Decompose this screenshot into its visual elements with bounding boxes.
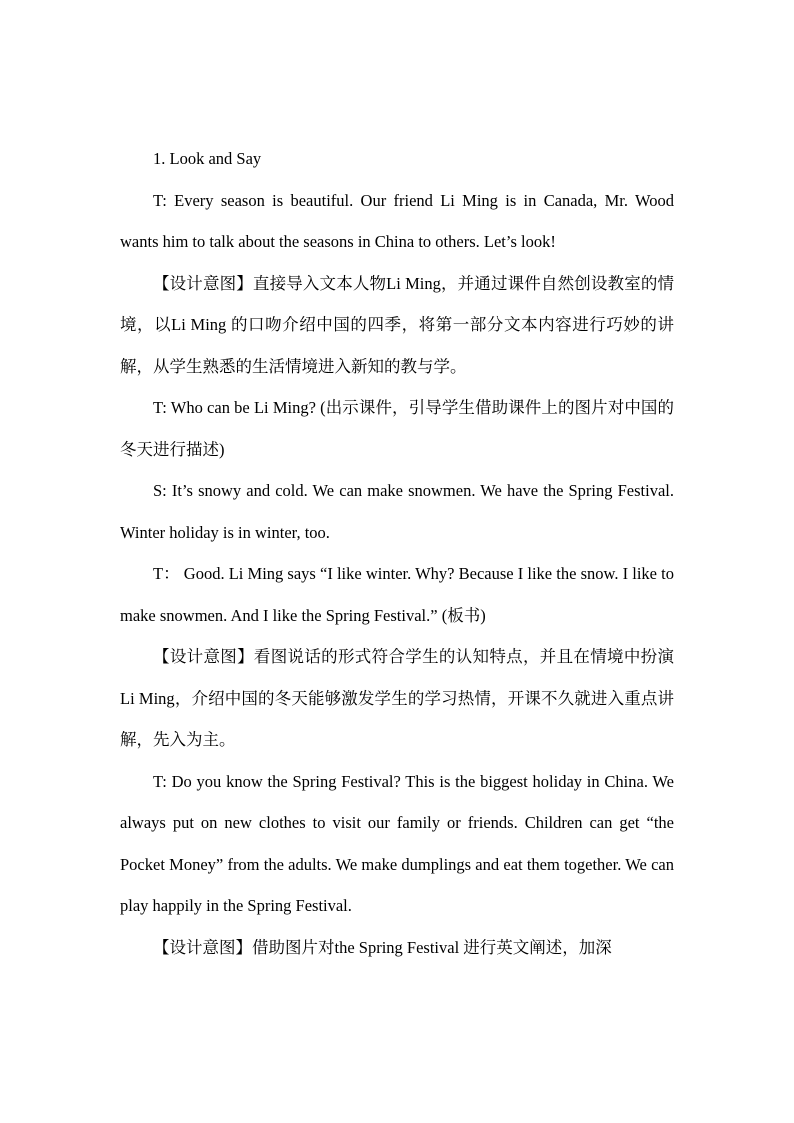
document-body bbox=[120, 138, 674, 968]
design-intent-paragraph: 【设计意图】直接导入文本人物Li Ming，并通过课件自然创设教室的情境，以Li Ming 的口吻介绍中国的四季，将第一部分文本内容进行巧妙的讲解，从学生熟悉的生活情境进入新知的教与学。 bbox=[120, 273, 674, 376]
section-heading: 1. Look and Say bbox=[153, 149, 262, 168]
teacher-line: T： Good. Li Ming says “I like winter. Why? Because I like the snow. I like to make snowmen. And I like the Spring Festival.” (板书) bbox=[120, 564, 674, 625]
design-intent-paragraph: 【设计意图】借助图片对the Spring Festival 进行英文阐述，加深 bbox=[153, 937, 612, 957]
teacher-line: T: Do you know the Spring Festival? This is the biggest holiday in China. We always put on new clothes to visit our family or friends. Children can get “the Pocket Money” from the adults. We make dumplings and eat them together. We can play happily in the Spring Festival. bbox=[120, 771, 674, 915]
student-line: S: It’s snowy and cold. We can make snowmen. We have the Spring Festival. Winter holiday is in winter, too. bbox=[120, 481, 674, 542]
teacher-line: T: Who can be Li Ming? (出示课件，引导学生借助课件上的图片对中国的冬天进行描述) bbox=[120, 398, 674, 459]
teacher-line: T: Every season is beautiful. Our friend Li Ming is in Canada, Mr. Wood wants him to talk about the seasons in China to others. Let’s look! bbox=[120, 190, 674, 251]
design-intent-paragraph: 【设计意图】看图说话的形式符合学生的认知特点，并且在情境中扮演Li Ming，介绍中国的冬天能够激发学生的学习热情，开课不久就进入重点讲解，先入为主。 bbox=[120, 647, 674, 749]
